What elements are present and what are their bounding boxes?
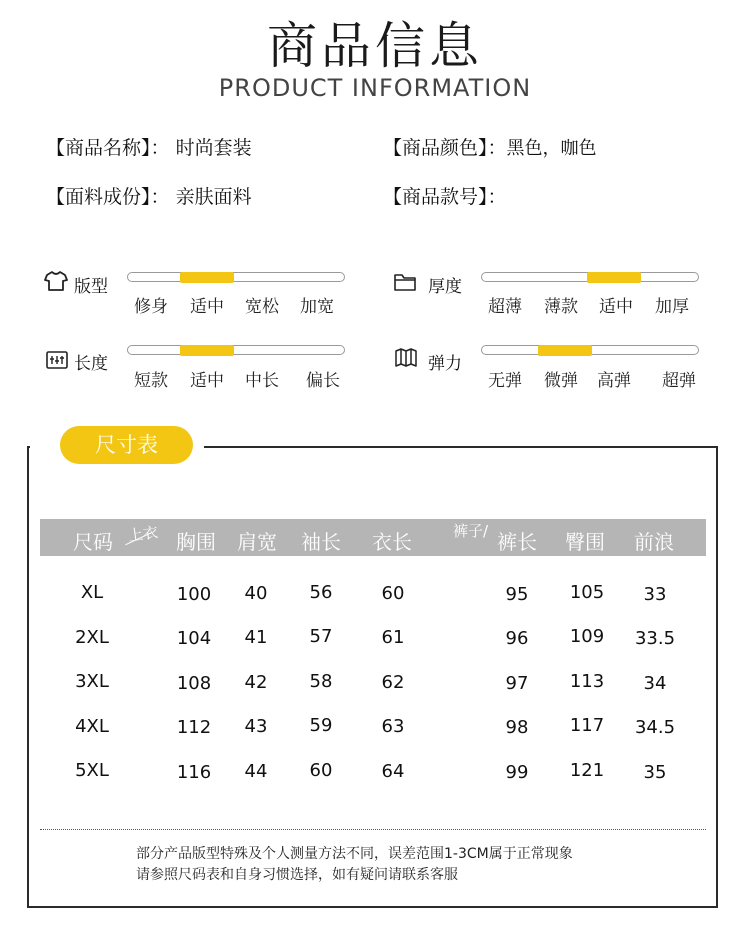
cell-sleeve: 59 [309,715,333,736]
cell-top-length: 62 [381,672,405,693]
length-scale-track [127,345,345,355]
elasticity-scale-marker [538,345,592,356]
cell-sleeve: 58 [309,671,333,692]
cell-shoulder: 43 [244,716,268,737]
cell-size: 4XL [75,716,109,737]
cell-pants-length: 98 [505,717,529,738]
product-color-label: 【商品颜色】 [383,137,488,159]
cell-sleeve: 57 [309,626,333,647]
style-number-row [383,182,507,209]
colon: ： [487,137,507,159]
cell-size: 3XL [75,671,109,692]
product-name-value: 时尚套装 [175,137,252,159]
fabric-value: 亲肤面料 [175,186,252,208]
divider [40,829,706,830]
product-name-label: 【商品名称】 [46,137,151,159]
stretch-icon [394,347,418,369]
cell-top-length: 61 [381,627,405,648]
colon: ： [150,186,170,208]
header-pants-length: 裤长 [497,530,537,554]
size-chart-tab: 尺寸表 [60,426,193,464]
cell-top-length: 64 [381,761,405,782]
elasticity-option: 超弹 [662,371,696,391]
fabric-row [46,182,252,209]
shirt-icon [44,270,68,292]
elasticity-option: 无弹 [488,371,522,391]
thickness-scale-track [481,272,699,282]
length-option: 偏长 [306,371,340,391]
length-scale-marker [180,345,234,356]
fit-option: 修身 [134,297,168,317]
cell-rise: 34.5 [634,717,676,738]
cell-shoulder: 44 [244,761,268,782]
header-size: 尺码 [73,530,113,554]
length-option: 短款 [134,371,168,391]
header-pants-group: 裤子/ [453,522,489,540]
cell-chest: 116 [176,762,212,783]
product-color-row [383,133,597,160]
page-title: 商品信息 [267,17,483,75]
cell-sleeve: 60 [309,760,333,781]
cell-shoulder: 40 [244,583,268,604]
header-shoulder: 肩宽 [237,530,277,554]
cell-chest: 112 [176,717,212,738]
cell-chest: 104 [176,628,212,649]
header-hip: 臀围 [565,530,605,554]
cell-size: 2XL [75,627,109,648]
cell-chest: 100 [176,584,212,605]
header-top-length: 衣长 [372,530,412,554]
cell-top-length: 60 [381,583,405,604]
cell-hip: 109 [569,626,605,647]
thickness-option: 薄款 [544,297,578,317]
elasticity-option: 微弹 [544,371,578,391]
fit-scale-track [127,272,345,282]
colon: ： [150,137,170,159]
fit-option: 适中 [190,297,224,317]
fit-label: 版型 [74,277,108,297]
cell-hip: 117 [569,715,605,736]
thickness-option: 加厚 [655,297,689,317]
cell-hip: 113 [569,671,605,692]
header-top-group: 上衣 [126,522,160,545]
fit-scale-marker [180,272,234,283]
cell-hip: 121 [569,760,605,781]
thickness-scale-marker [587,272,641,283]
thickness-label: 厚度 [428,277,462,297]
header-rise: 前浪 [634,530,674,554]
thickness-option: 超薄 [488,297,522,317]
cell-rise: 35 [643,762,667,783]
cell-top-length: 63 [381,716,405,737]
colon: ： [487,186,507,208]
note-line-1: 部分产品版型特殊及个人测量方法不同，误差范围1-3CM属于正常现象 [136,846,573,862]
fit-option: 宽松 [245,297,279,317]
cell-rise: 33 [643,584,667,605]
cell-hip: 105 [569,582,605,603]
cell-pants-length: 99 [505,762,529,783]
style-number-label: 【商品款号】 [383,186,488,208]
cell-size: XL [80,582,104,603]
cell-shoulder: 41 [244,627,268,648]
ruler-icon [45,349,69,371]
header-chest: 胸围 [176,530,216,554]
cell-rise: 34 [643,673,667,694]
cell-size: 5XL [75,760,109,781]
cell-pants-length: 97 [505,673,529,694]
product-color-value: 黑色，咖色 [506,138,597,159]
cell-shoulder: 42 [244,672,268,693]
cell-sleeve: 56 [309,582,333,603]
cell-rise: 33.5 [634,628,676,649]
length-option: 适中 [190,371,224,391]
folder-icon [393,271,417,293]
header-sleeve: 袖长 [301,530,341,554]
fit-option: 加宽 [300,297,334,317]
cell-pants-length: 96 [505,628,529,649]
page-subtitle: PRODUCT INFORMATION [218,74,532,102]
cell-chest: 108 [176,673,212,694]
elasticity-scale-track [481,345,699,355]
thickness-option: 适中 [599,297,633,317]
length-label: 长度 [74,354,108,374]
product-name-row [46,133,252,160]
note-line-2: 请参照尺码表和自身习惯选择，如有疑问请联系客服 [136,867,458,883]
cell-pants-length: 95 [505,584,529,605]
fabric-label: 【面料成份】 [46,186,151,208]
elasticity-label: 弹力 [428,354,462,374]
elasticity-option: 高弹 [597,371,631,391]
length-option: 中长 [245,371,279,391]
